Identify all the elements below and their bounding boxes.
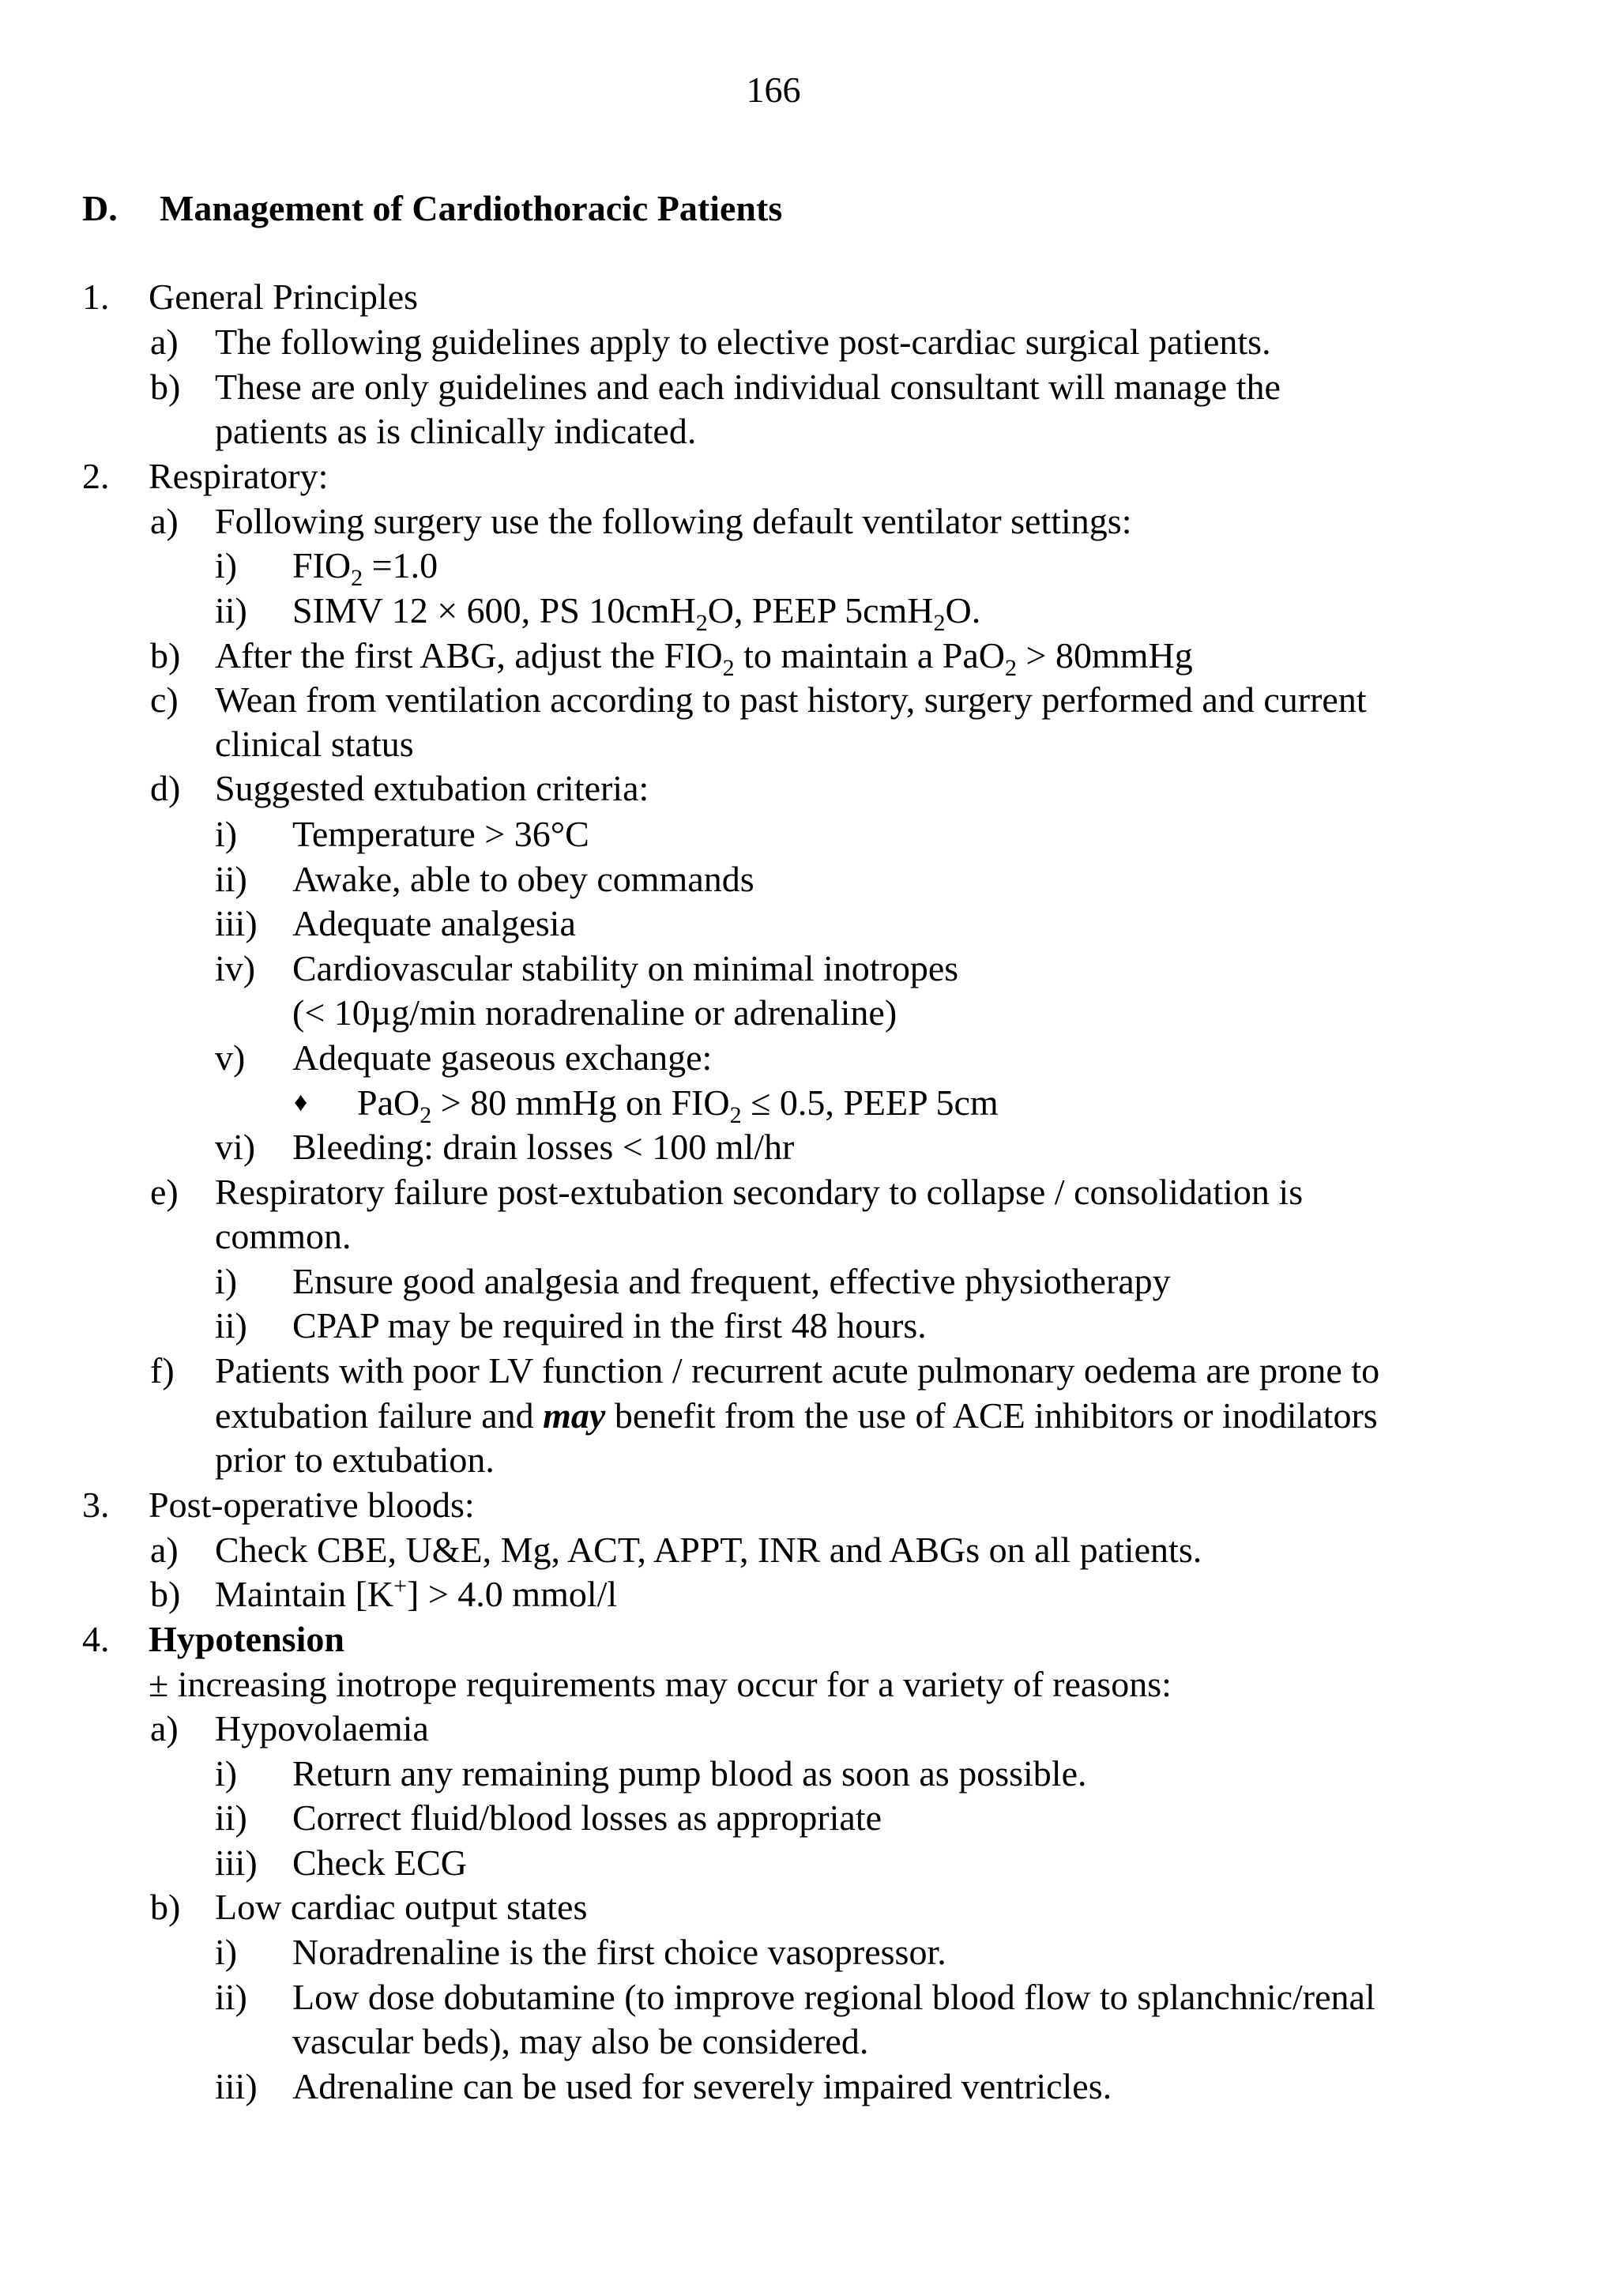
sub-list-item: Awake, able to obey commands [292, 859, 754, 899]
sub-list-item: Bleeding: drain losses < 100 ml/hr [292, 1127, 795, 1167]
list-letter: e) [150, 1172, 179, 1212]
list-item-continuation: common. [215, 1216, 352, 1256]
sub-list-label: i) [215, 1932, 238, 1972]
list-item: Suggested extubation criteria: [215, 768, 649, 808]
list-item: Wean from ventilation according to past history, surgery performed and current [215, 679, 1367, 720]
list-item: After the first ABG, adjust the $FIO_2$ to maintain a PaO$_2$ > 80mmHg [215, 635, 1193, 681]
bullet-item: PaO$_2$ > 80 mmHg on $FIO_2 \le 0.5$, PEEP 5cm [357, 1082, 999, 1128]
sub-list-label: ii) [215, 859, 247, 899]
list-item-continuation: clinical status [215, 724, 414, 764]
list-item: Respiratory failure post-extubation secondary to collapse / consolidation is [215, 1172, 1304, 1212]
list-letter: f) [150, 1350, 175, 1391]
sub-list-label: iii) [215, 1842, 258, 1883]
list-number: 1. [82, 277, 110, 317]
sub-list-label: iv) [215, 948, 256, 988]
sub-list-item: Return any remaining pump blood as soon as possible. [292, 1753, 1087, 1794]
list-item-heading: General Principles [149, 277, 419, 317]
sub-list-label: iii) [215, 2066, 258, 2106]
sub-list-label: iii) [215, 903, 258, 943]
sub-list-item: Noradrenaline is the first choice vasopressor. [292, 1932, 946, 1972]
sub-list-item: Check ECG [292, 1842, 468, 1883]
sub-list-label: i) [215, 545, 238, 585]
list-letter: a) [150, 322, 179, 362]
list-item-continuation: extubation failure and may benefit from the use of ACE inhibitors or inodilators [215, 1395, 1378, 1436]
list-letter: b) [150, 635, 181, 676]
sub-list-item: Adequate gaseous exchange: [292, 1037, 713, 1078]
list-number: 2. [82, 456, 110, 496]
list-letter: a) [150, 1708, 179, 1748]
list-item: Hypovolaemia [215, 1708, 429, 1748]
sub-list-label: v) [215, 1037, 246, 1078]
list-letter: b) [150, 1574, 181, 1614]
list-item-heading: Post-operative bloods: [149, 1485, 475, 1525]
list-letter: a) [150, 501, 179, 541]
sub-list-item: Temperature > 36°C [292, 814, 589, 854]
list-item: Low cardiac output states [215, 1887, 588, 1927]
list-item: Following surgery use the following default ventilator settings: [215, 501, 1132, 541]
list-item-heading: Hypotension [149, 1619, 344, 1659]
diamond-bullet-icon: ♦ [294, 1088, 308, 1117]
section-title: Management of Cardiothoracic Patients [160, 188, 783, 228]
sub-list-label: ii) [215, 1977, 247, 2017]
sub-list-item: $FIO_2 =1.0$ [292, 545, 438, 591]
sub-list-item: CPAP may be required in the first 48 hours. [292, 1305, 927, 1346]
sub-list-item: SIMV 12 × 600, PS 10cmH$_2$O, PEEP 5cmH$_2$O. [292, 590, 981, 636]
list-letter: d) [150, 768, 181, 808]
list-item: Patients with poor LV function / recurrent acute pulmonary oedema are prone to [215, 1350, 1380, 1391]
list-letter: a) [150, 1530, 179, 1570]
list-number: 4. [82, 1619, 110, 1659]
sub-list-item-continuation: (< 10µg/min noradrenaline or adrenaline) [292, 992, 897, 1033]
section-heading [82, 186, 782, 231]
list-letter: b) [150, 367, 181, 407]
sub-list-label: ii) [215, 1305, 247, 1346]
section-letter: D. [82, 188, 118, 228]
page-number: 166 [746, 70, 801, 110]
intro-text: ± increasing inotrope requirements may occur for a variety of reasons: [149, 1664, 1172, 1704]
sub-list-label: i) [215, 1753, 238, 1794]
sub-list-item: Low dose dobutamine (to improve regional blood flow to splanchnic/renal [292, 1977, 1375, 2017]
sub-list-label: i) [215, 1261, 238, 1301]
list-item: The following guidelines apply to elective post-cardiac surgical patients. [215, 322, 1271, 362]
list-letter: b) [150, 1887, 181, 1927]
sub-list-item: Ensure good analgesia and frequent, effective physiotherapy [292, 1261, 1171, 1301]
list-item: Maintain [K+] > 4.0 mmol/l [215, 1573, 618, 1614]
sub-list-item: Correct fluid/blood losses as appropriate [292, 1797, 882, 1838]
sub-list-label: ii) [215, 1797, 247, 1838]
list-item-continuation: patients as is clinically indicated. [215, 411, 697, 451]
list-item: These are only guidelines and each individual consultant will manage the [215, 367, 1281, 407]
list-letter: c) [150, 679, 179, 720]
list-number: 3. [82, 1485, 110, 1525]
emphasis: may [543, 1395, 606, 1436]
sub-list-item-continuation: vascular beds), may also be considered. [292, 2021, 869, 2061]
list-item-heading: Respiratory: [149, 456, 329, 496]
list-item-continuation: prior to extubation. [215, 1440, 495, 1480]
sub-list-item: Adrenaline can be used for severely impaired ventricles. [292, 2066, 1112, 2106]
sub-list-label: ii) [215, 590, 247, 630]
sub-list-label: i) [215, 814, 238, 854]
sub-list-item: Cardiovascular stability on minimal inotropes [292, 948, 959, 988]
list-item: Check CBE, U&E, Mg, ACT, APPT, INR and ABGs on all patients. [215, 1530, 1202, 1570]
sub-list-label: vi) [215, 1127, 256, 1167]
sub-list-item: Adequate analgesia [292, 903, 576, 943]
